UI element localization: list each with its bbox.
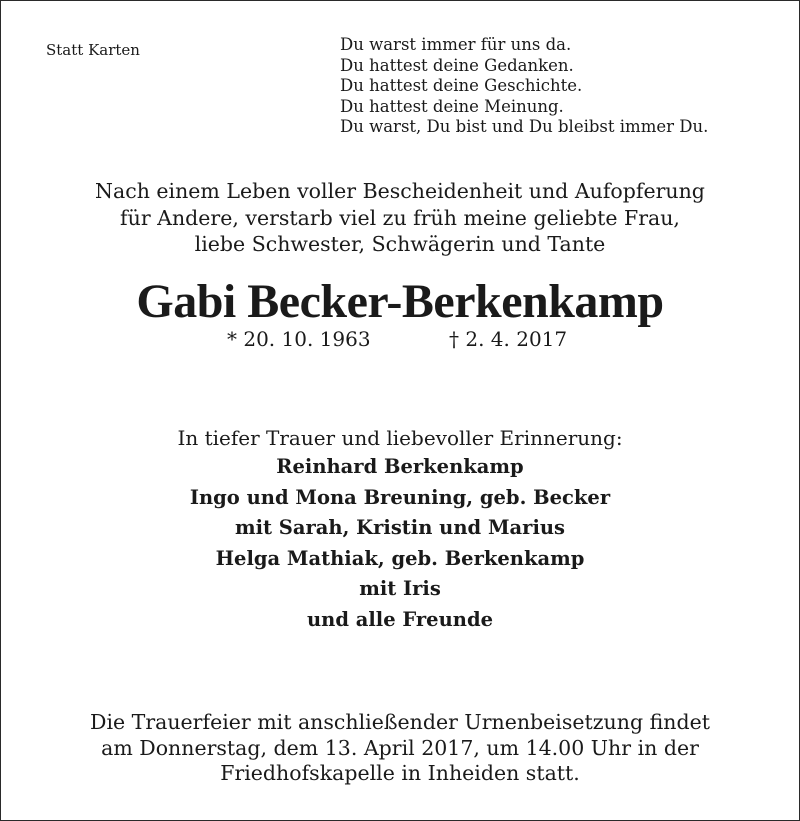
death-date: † 2. 4. 2017	[449, 327, 568, 351]
mourner-line: Helga Mathiak, geb. Berkenkamp	[215, 546, 585, 570]
intro-line: Nach einem Leben voller Bescheidenheit und Aufopferung	[95, 179, 705, 203]
statt-karten-label: Statt Karten	[46, 41, 140, 59]
mourner-line: mit Iris	[359, 577, 441, 600]
mourner-line: mit Sarah, Kristin und Marius	[234, 516, 566, 539]
funeral-line: am Donnerstag, dem 13. April 2017, um 14.00 Uhr in der	[101, 735, 699, 760]
intro-line: liebe Schwester, Schwägerin und Tante	[194, 232, 606, 256]
poem-line: Du hattest deine Meinung.	[340, 96, 564, 116]
mourner-line: Reinhard Berkenkamp	[276, 455, 524, 478]
birth-date: * 20. 10. 1963	[227, 327, 371, 351]
intro-line: für Andere, verstarb viel zu früh meine geliebte Frau,	[120, 205, 680, 230]
poem-line: Du hattest deine Geschichte.	[340, 76, 583, 95]
poem-line: Du warst immer für uns da.	[340, 35, 572, 54]
mourners-list	[0, 452, 800, 635]
mourner-line: und alle Freunde	[306, 607, 493, 631]
poem-line: Du warst, Du bist und Du bleibst immer Du.	[340, 117, 709, 136]
deceased-name: Gabi Becker-Berkenkamp	[136, 275, 664, 328]
poem-line: Du hattest deine Gedanken.	[340, 55, 574, 75]
funeral-info	[0, 710, 800, 787]
mourning-intro: In tiefer Trauer und liebevoller Erinnerung:	[177, 426, 623, 450]
funeral-line: Friedhofskapelle in Inheiden statt.	[220, 761, 580, 785]
funeral-line: Die Trauerfeier mit anschließender Urnenbeisetzung findet	[90, 710, 710, 734]
mourner-line: Ingo und Mona Breuning, geb. Becker	[189, 485, 611, 509]
poem	[340, 35, 708, 138]
intro-text	[0, 178, 800, 258]
